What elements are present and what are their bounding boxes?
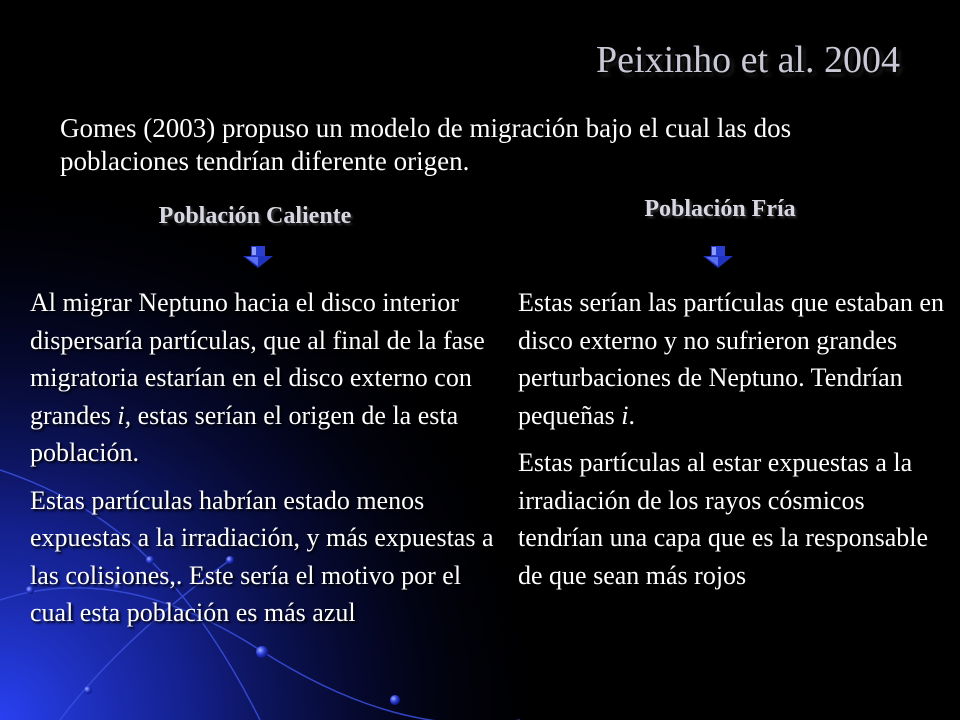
right-paragraph-1: Estas serían las partículas que estaban en disco externo y no sufrieron grandes perturbaciones de Neptuno. Tendrían pequeñas i. — [518, 288, 944, 430]
down-arrow-icon — [243, 246, 273, 268]
intro-paragraph: Gomes (2003) propuso un modelo de migración bajo el cual las dos poblaciones tendrían diferente origen. — [60, 113, 792, 176]
slide-title: Peixinho et al. 2004 — [596, 39, 900, 81]
inclination-symbol: i — [621, 400, 629, 430]
heading-poblacion-caliente: Población Caliente — [158, 203, 352, 229]
right-paragraph-2: Estas partículas al estar expuestas a la irradiación de los rayos cósmicos tendrían una capa que es la responsable de que sean más rojos — [518, 448, 929, 590]
heading-poblacion-fria: Población Fría — [644, 196, 796, 222]
left-paragraph-1: Al migrar Neptuno hacia el disco interior dispersaría partículas, que al final de la fase migratoria estarían en el disco externo con grandes i, estas serían el origen de la esta población. — [30, 288, 485, 467]
right-column-text — [518, 284, 950, 604]
down-arrow-icon — [703, 246, 733, 268]
left-column-text — [30, 284, 508, 642]
left-paragraph-2: Estas partículas habrían estado menos expuestas a la irradiación, y más expuestas a las colisiones,. Este sería el motivo por el cual esta población es más azul — [30, 485, 494, 627]
inclination-symbol: i, — [117, 400, 132, 430]
